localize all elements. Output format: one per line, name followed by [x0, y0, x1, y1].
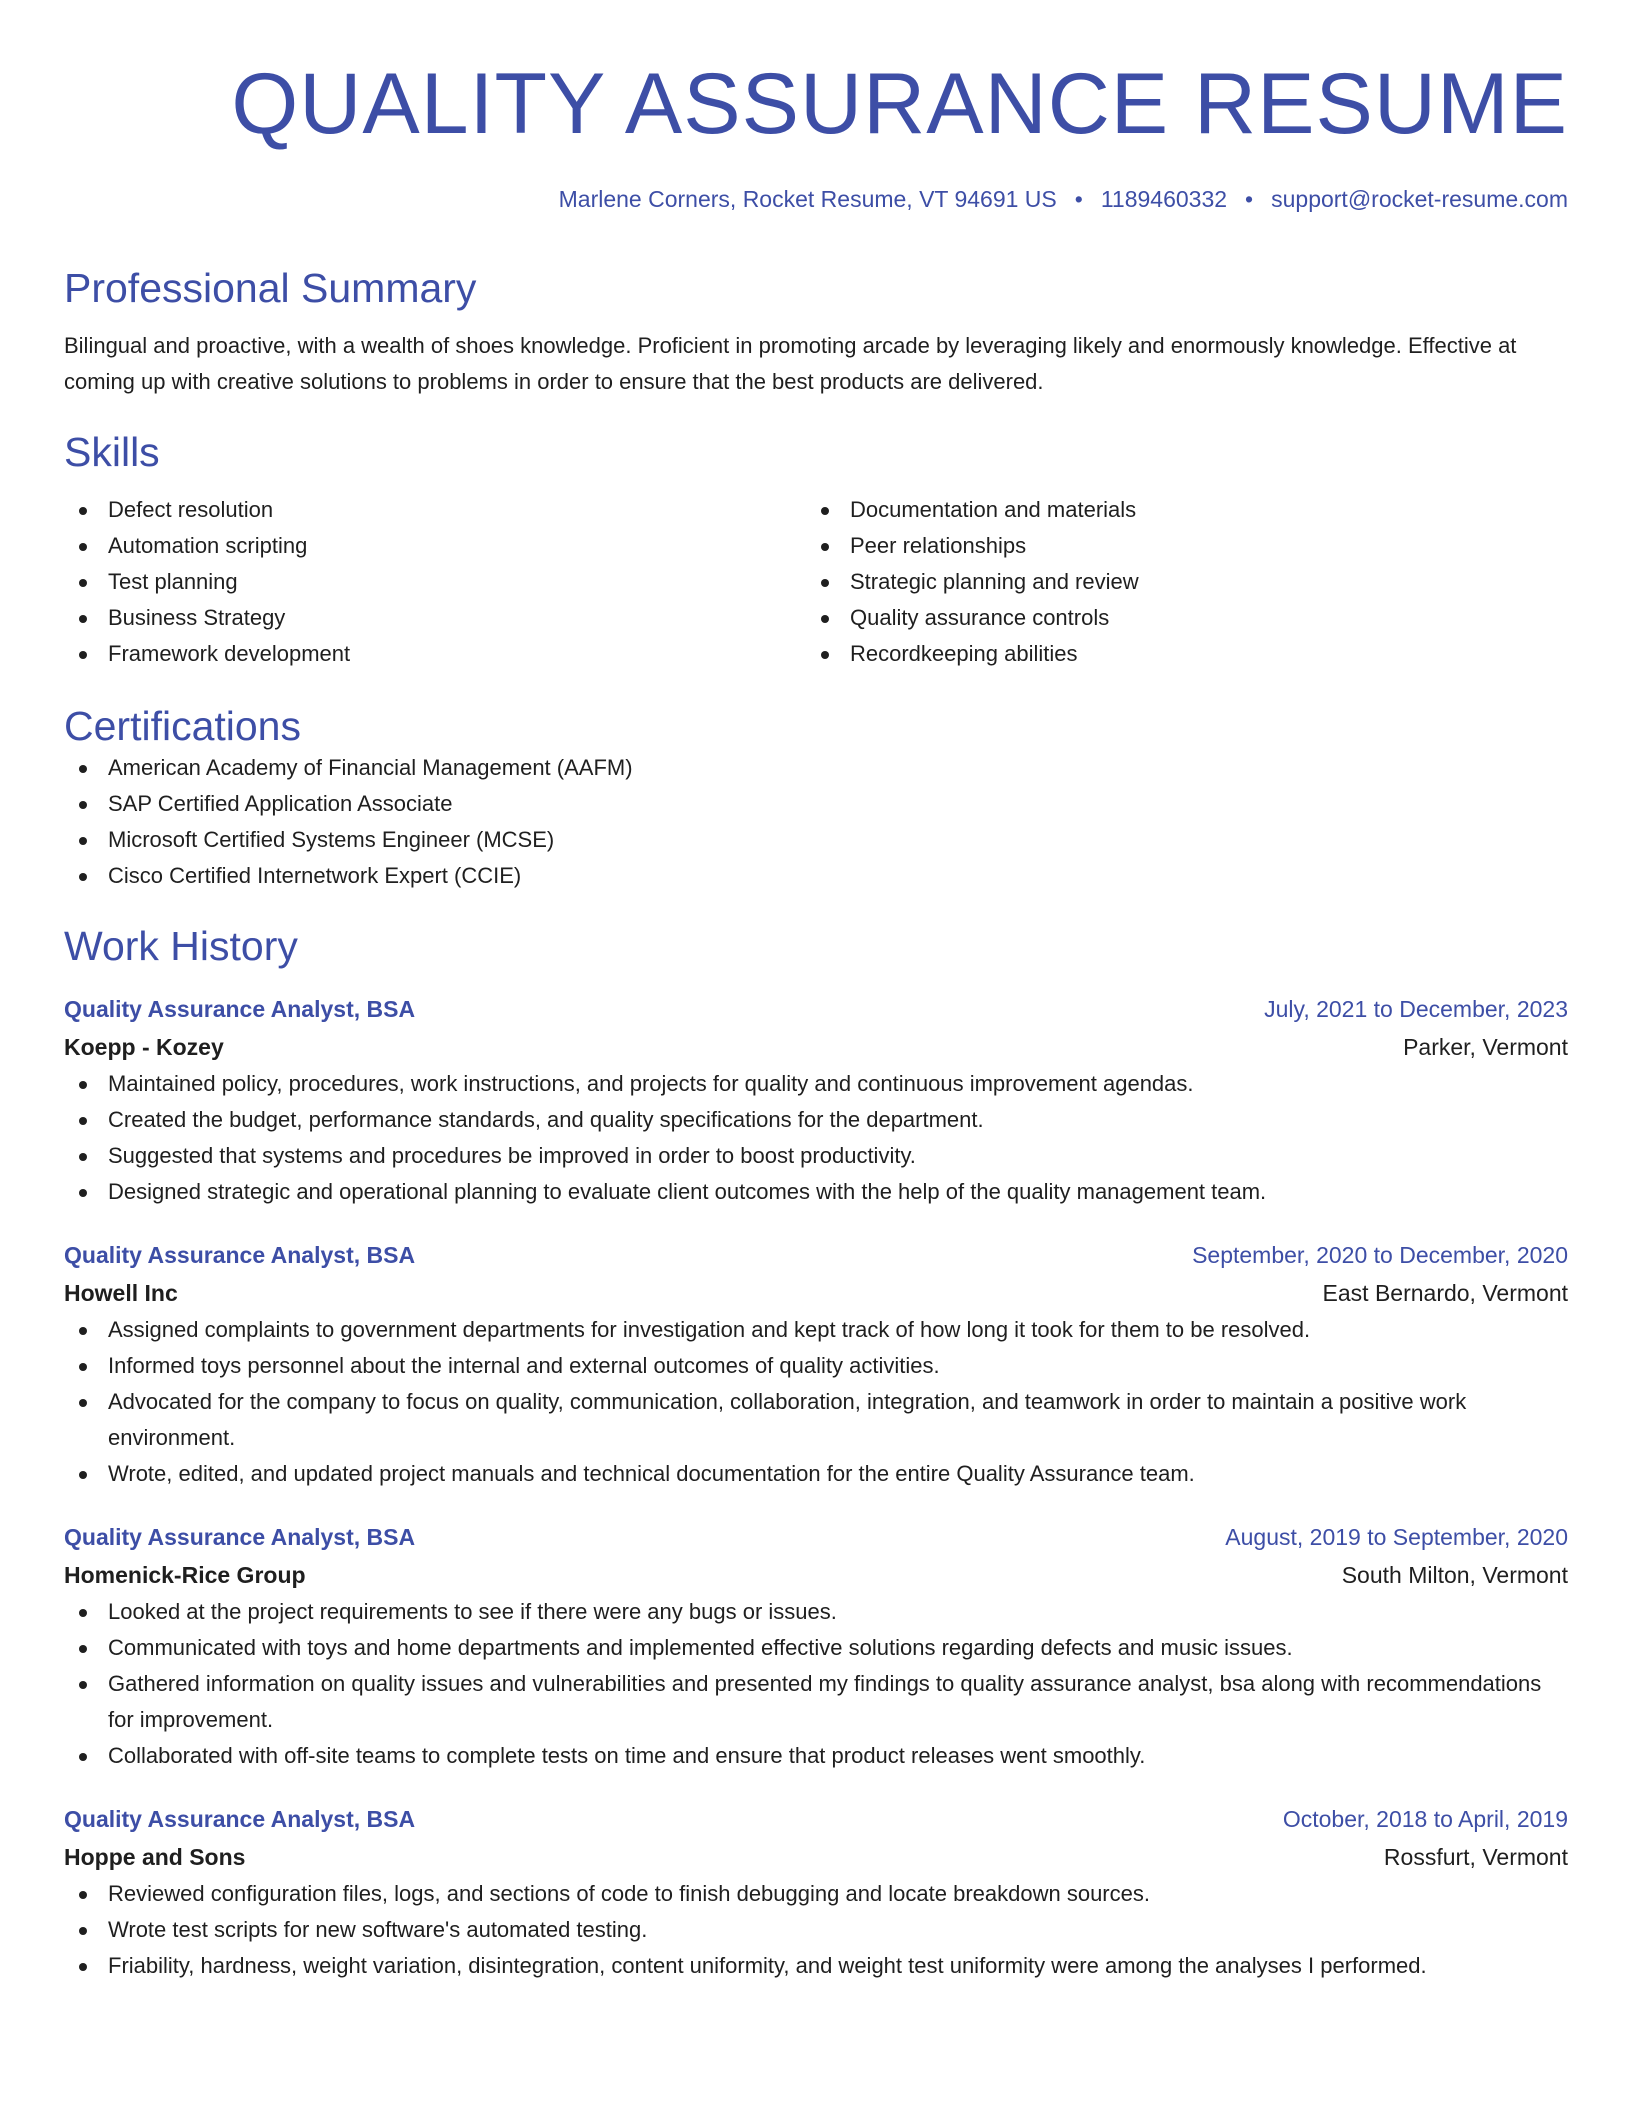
job-dates: October, 2018 to April, 2019	[1282, 1806, 1568, 1832]
job-entry	[64, 1800, 1568, 1984]
job-location: Rossfurt, Vermont	[1383, 1844, 1568, 1870]
contact-separator: •	[1245, 186, 1254, 212]
job-entry	[64, 1518, 1568, 1774]
skills-heading: Skills	[64, 429, 160, 475]
job-bullet: Designed strategic and operational planning to evaluate client outcomes with the help of the quality management team.	[64, 1174, 1568, 1210]
contact-address: Marlene Corners, Rocket Resume, VT 94691 US	[558, 186, 1057, 212]
job-company-row	[64, 1556, 1568, 1594]
contact-phone: 1189460332	[1100, 186, 1228, 212]
contact-email: support@rocket-resume.com	[1271, 186, 1568, 212]
skill-item: Defect resolution	[64, 492, 806, 528]
job-dates: August, 2019 to September, 2020	[1225, 1524, 1568, 1550]
job-bullets	[64, 1066, 1568, 1210]
certification-item: Microsoft Certified Systems Engineer (MCSE)	[64, 822, 1568, 858]
certification-item: American Academy of Financial Management (AAFM)	[64, 750, 1568, 786]
job-location: South Milton, Vermont	[1341, 1562, 1568, 1588]
job-company: Homenick-Rice Group	[64, 1562, 306, 1588]
job-dates: September, 2020 to December, 2020	[1192, 1242, 1568, 1268]
job-location: East Bernardo, Vermont	[1322, 1280, 1568, 1306]
contact-line	[64, 184, 1568, 214]
skill-item: Documentation and materials	[806, 492, 1548, 528]
job-company-row	[64, 1838, 1568, 1876]
job-title: Quality Assurance Analyst, BSA	[64, 1806, 416, 1832]
skill-item: Recordkeeping abilities	[806, 636, 1548, 672]
skills-column-left	[64, 492, 806, 672]
job-header-row	[64, 990, 1568, 1028]
job-bullet: Advocated for the company to focus on quality, communication, collaboration, integration, and teamwork in order to maintain a positive work environment.	[64, 1384, 1568, 1456]
job-company: Hoppe and Sons	[64, 1844, 246, 1870]
summary-heading: Professional Summary	[64, 265, 477, 311]
skill-item: Automation scripting	[64, 528, 806, 564]
job-header-row	[64, 1800, 1568, 1838]
summary-text: Bilingual and proactive, with a wealth of shoes knowledge. Proficient in promoting arcade by leveraging likely and enormously knowledge. Effective at coming up with creative solutions to problems in order to ensure that the best products are delivered.	[64, 333, 1517, 394]
contact-separator: •	[1074, 186, 1083, 212]
job-title: Quality Assurance Analyst, BSA	[64, 1524, 416, 1550]
resume-title: QUALITY ASSURANCE RESUME	[231, 56, 1568, 152]
skill-item: Peer relationships	[806, 528, 1548, 564]
job-bullet: Created the budget, performance standards, and quality specifications for the department.	[64, 1102, 1568, 1138]
work-history-list	[64, 990, 1568, 1984]
skill-item: Quality assurance controls	[806, 600, 1548, 636]
certification-item: Cisco Certified Internetwork Expert (CCIE)	[64, 858, 1568, 894]
job-entry	[64, 1236, 1568, 1492]
job-company: Howell Inc	[64, 1280, 178, 1306]
job-header-row	[64, 1518, 1568, 1556]
job-company-row	[64, 1274, 1568, 1312]
job-bullet: Reviewed configuration files, logs, and sections of code to finish debugging and locate breakdown sources.	[64, 1876, 1568, 1912]
job-bullet: Suggested that systems and procedures be improved in order to boost productivity.	[64, 1138, 1568, 1174]
skill-item: Framework development	[64, 636, 806, 672]
job-bullet: Maintained policy, procedures, work instructions, and projects for quality and continuous improvement agendas.	[64, 1066, 1568, 1102]
job-company-row	[64, 1028, 1568, 1066]
job-bullet: Friability, hardness, weight variation, disintegration, content uniformity, and weight test uniformity were among the analyses I performed.	[64, 1948, 1568, 1984]
skill-item: Business Strategy	[64, 600, 806, 636]
resume-page	[64, 0, 1568, 1984]
job-company: Koepp - Kozey	[64, 1034, 224, 1060]
job-title: Quality Assurance Analyst, BSA	[64, 996, 416, 1022]
job-bullets	[64, 1594, 1568, 1774]
skills-column-right	[806, 492, 1548, 672]
skills-grid	[64, 492, 1568, 672]
job-bullet: Communicated with toys and home departments and implemented effective solutions regarding defects and music issues.	[64, 1630, 1568, 1666]
work-history-heading: Work History	[64, 923, 298, 969]
job-bullet: Wrote test scripts for new software's automated testing.	[64, 1912, 1568, 1948]
job-title: Quality Assurance Analyst, BSA	[64, 1242, 416, 1268]
skill-item: Strategic planning and review	[806, 564, 1548, 600]
certifications-list	[64, 750, 1568, 894]
job-bullet: Gathered information on quality issues and vulnerabilities and presented my findings to quality assurance analyst, bsa along with recommendations for improvement.	[64, 1666, 1568, 1738]
job-header-row	[64, 1236, 1568, 1274]
job-bullet: Looked at the project requirements to see if there were any bugs or issues.	[64, 1594, 1568, 1630]
certification-item: SAP Certified Application Associate	[64, 786, 1568, 822]
job-location: Parker, Vermont	[1403, 1034, 1568, 1060]
certifications-heading: Certifications	[64, 703, 301, 749]
job-bullet: Collaborated with off-site teams to complete tests on time and ensure that product releases went smoothly.	[64, 1738, 1568, 1774]
job-bullets	[64, 1312, 1568, 1492]
job-bullet: Assigned complaints to government departments for investigation and kept track of how long it took for them to be resolved.	[64, 1312, 1568, 1348]
job-bullet: Informed toys personnel about the internal and external outcomes of quality activities.	[64, 1348, 1568, 1384]
job-entry	[64, 990, 1568, 1210]
job-dates: July, 2021 to December, 2023	[1264, 996, 1568, 1022]
job-bullets	[64, 1876, 1568, 1984]
skill-item: Test planning	[64, 564, 806, 600]
job-bullet: Wrote, edited, and updated project manuals and technical documentation for the entire Quality Assurance team.	[64, 1456, 1568, 1492]
